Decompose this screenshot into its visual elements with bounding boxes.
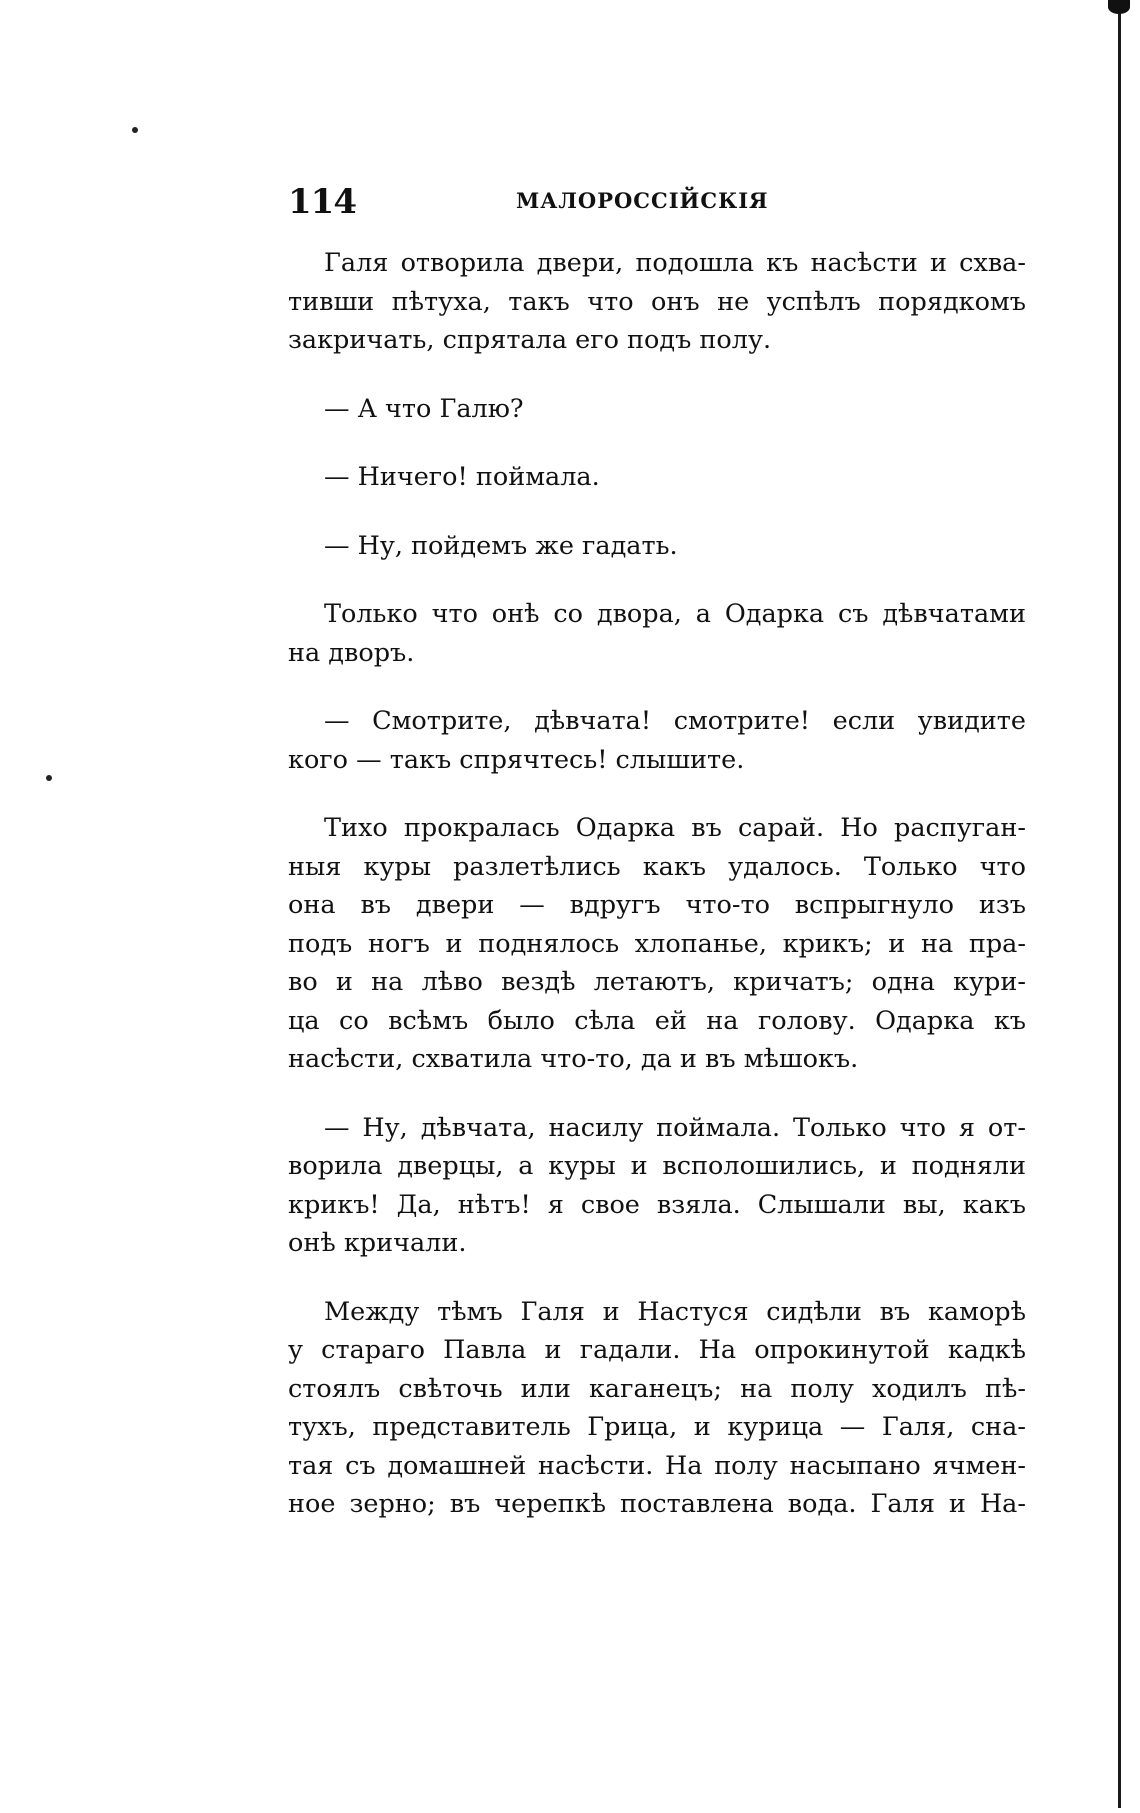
text-line: Галя отворила двери, подошла къ насѣсти и схва- (324, 248, 1026, 278)
text-line: ное зерно; въ черепкѣ поставлена вода. Галя и На- (288, 1489, 1026, 1519)
text-line: Тихо прокралась Одарка въ сарай. Но распуган- (324, 813, 1026, 843)
page-header (288, 182, 1028, 232)
text-line: кого — такъ спрячтесь! слышите. (288, 744, 745, 775)
paragraph (288, 809, 1026, 1079)
ink-blot (1108, 0, 1130, 14)
text-line: тивши пѣтуха, такъ что онъ не успѣлъ порядкомъ (288, 286, 1026, 317)
body-text (288, 244, 1026, 1554)
text-line: она въ двери — вдругъ что-то вспрыгнуло изъ (288, 890, 1026, 920)
paragraph (288, 244, 1026, 360)
text-line: онѣ кричали. (288, 1228, 467, 1258)
text-line: ворила дверцы, а куры и всполошились, и подняли (288, 1151, 1026, 1181)
running-title: МАЛОРОССІЙСКІЯ (516, 188, 769, 213)
page-edge-binding (1118, 8, 1121, 1808)
page-number: 114 (288, 182, 356, 222)
text-line: у стараго Павла и гадали. На опрокинутой кадкѣ (288, 1335, 1026, 1365)
text-line: Между тѣмъ Галя и Настуся сидѣли въ каморѣ (324, 1296, 1026, 1327)
paragraph (288, 1109, 1026, 1263)
text-line: тая съ домашней насѣсти. На полу насыпано ячмен- (288, 1450, 1026, 1481)
text-line: на дворъ. (288, 637, 415, 668)
text-line: Только что онѣ со двора, а Одарка съ дѣвчатами (324, 599, 1026, 629)
text-line: — Ничего! поймала. (324, 462, 600, 492)
text-line: ныя куры разлетѣлись какъ удалось. Только что (288, 851, 1026, 882)
text-line: — Ну, дѣвчата, насилу поймала. Только что я от- (324, 1112, 1026, 1143)
ink-speck (132, 127, 138, 133)
text-line: насѣсти, схватила что-то, да и въ мѣшокъ. (288, 1044, 859, 1074)
text-line: — Смотрите, дѣвчата! смотрите! если увидите (324, 706, 1026, 736)
text-line: ца со всѣмъ было сѣла ей на голову. Одарка къ (288, 1005, 1026, 1036)
paragraph (288, 702, 1026, 779)
text-line: закричать, спрятала его подъ полу. (288, 325, 772, 355)
paragraph (288, 390, 1026, 429)
text-line: — А что Галю? (324, 393, 524, 424)
text-line: — Ну, пойдемъ же гадать. (324, 530, 678, 561)
text-line: тухъ, представитель Грица, и курица — Галя, снa- (288, 1412, 1026, 1442)
paragraph (288, 458, 1026, 497)
text-line: во и на лѣво вездѣ летаютъ, кричатъ; одна кури- (288, 967, 1026, 997)
paragraph (288, 1293, 1026, 1524)
paragraph (288, 595, 1026, 672)
text-line: стоялъ свѣточь или каганецъ; на полу ходилъ пѣ- (288, 1373, 1026, 1404)
text-line: подъ ногъ и поднялось хлопанье, крикъ; и на пра- (288, 928, 1026, 959)
paragraph (288, 527, 1026, 566)
text-line: крикъ! Да, нѣтъ! я свое взяла. Слышали вы, какъ (288, 1189, 1026, 1220)
ink-speck (46, 775, 52, 781)
